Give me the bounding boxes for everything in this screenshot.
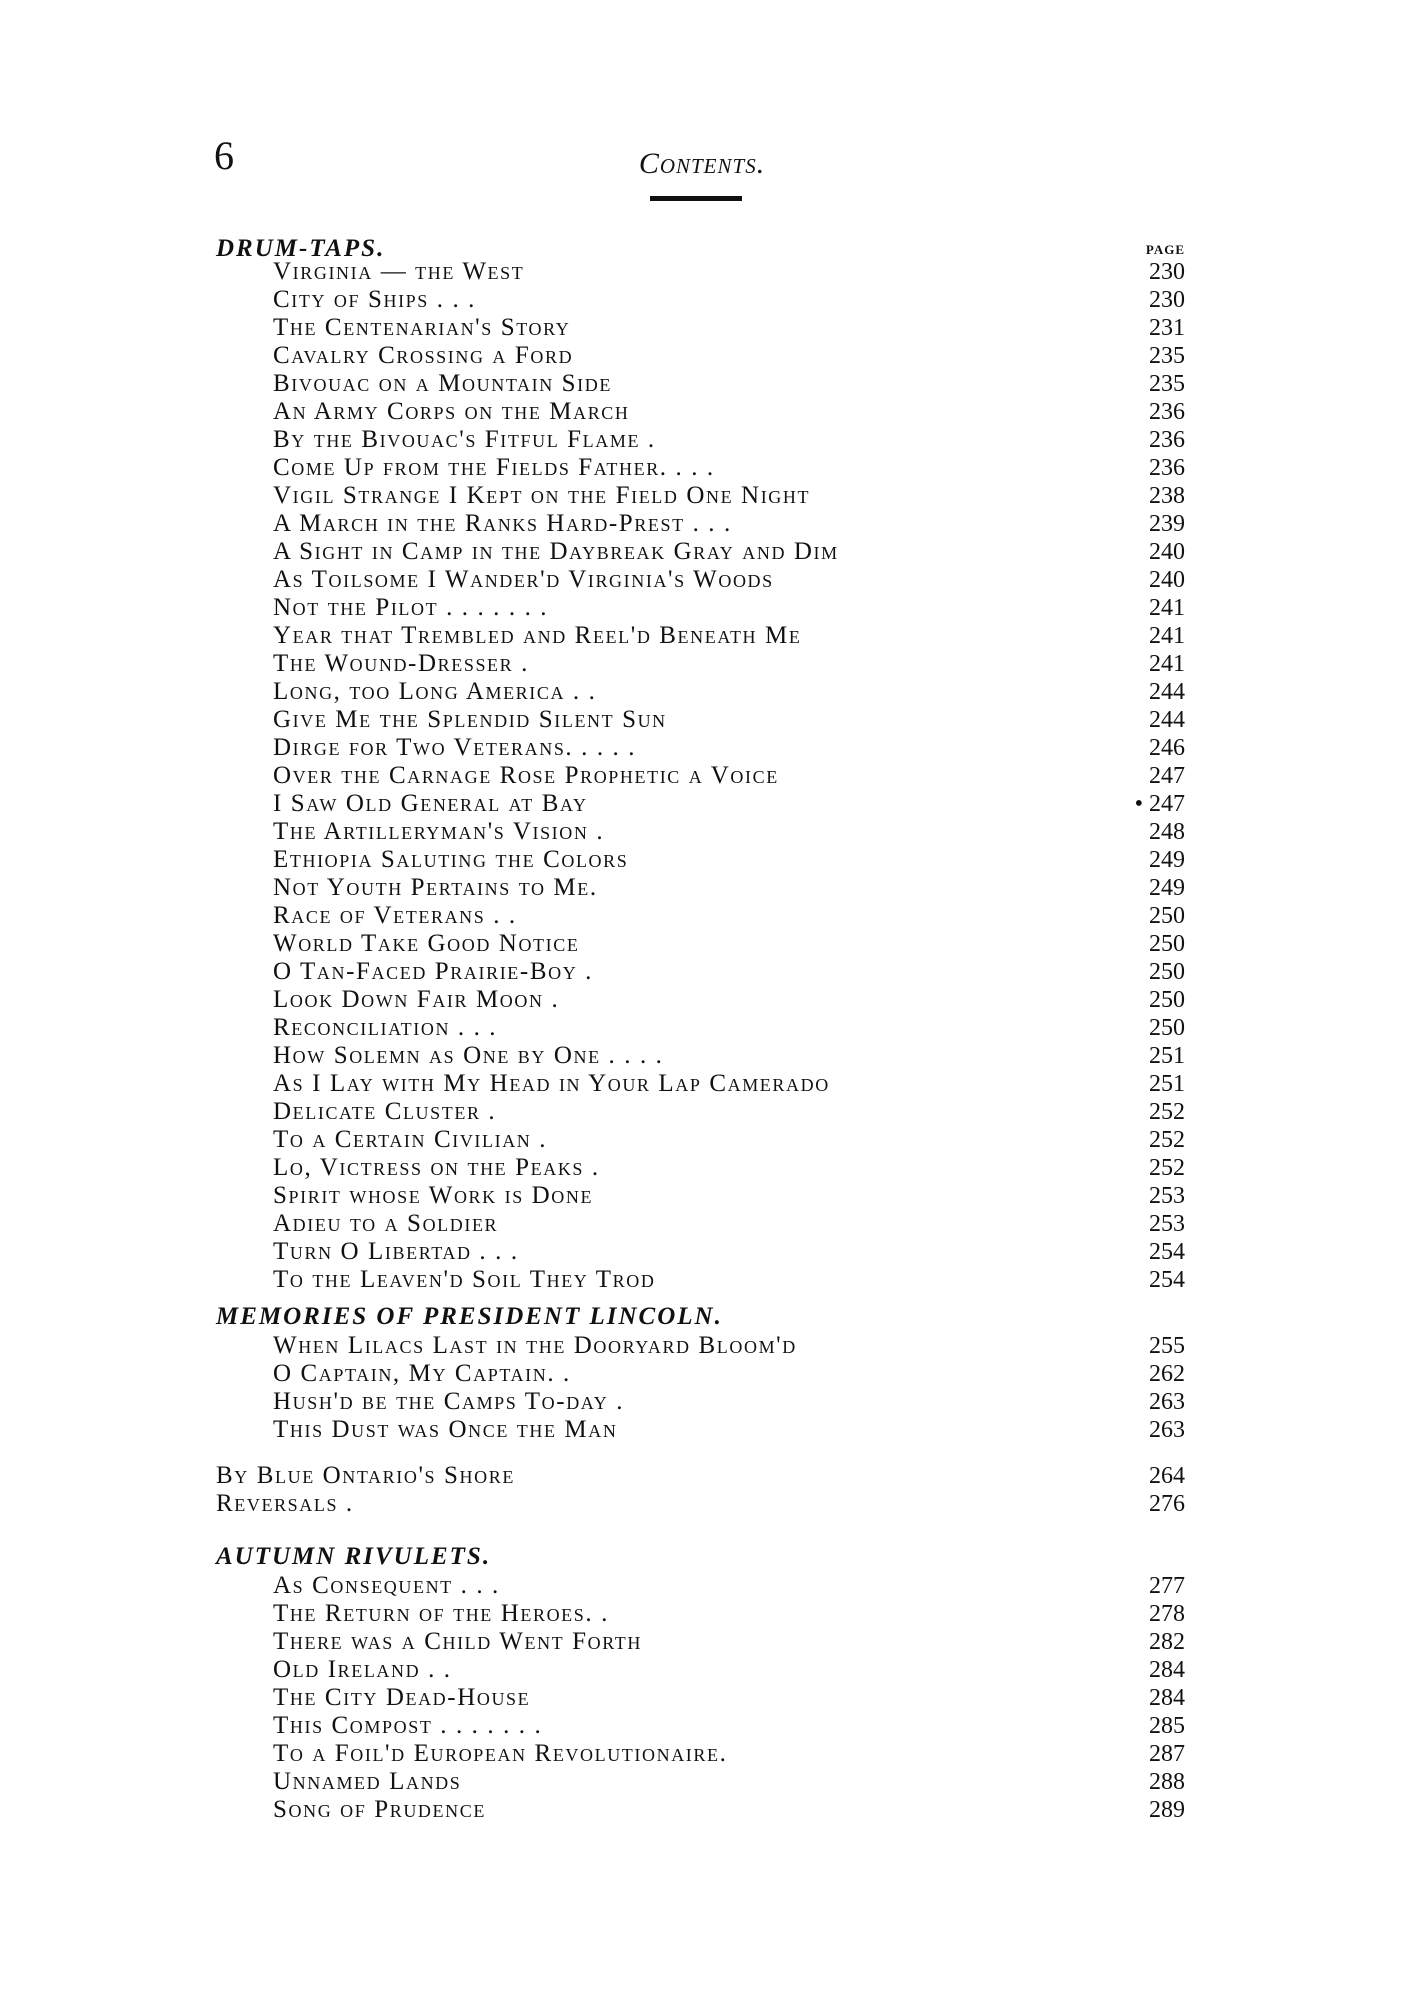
toc-entry — [0, 1768, 1404, 1796]
entry-page-number: 282 — [1149, 1629, 1185, 1655]
entry-title: As Consequent . . . — [273, 1572, 500, 1599]
entry-page-number: 251 — [1149, 1043, 1185, 1069]
toc-entry — [0, 1712, 1404, 1740]
toc-entry — [0, 1388, 1404, 1416]
toc-entry — [0, 594, 1404, 622]
entry-page-number: • 247 — [1134, 791, 1185, 817]
toc-entry — [0, 1600, 1404, 1628]
entry-title: Vigil Strange I Kept on the Field One Night — [273, 482, 811, 509]
entry-page-number: 240 — [1149, 567, 1185, 593]
entry-title: Lo, Victress on the Peaks . — [273, 1154, 600, 1181]
toc-entry — [0, 1360, 1404, 1388]
entry-page-number: 249 — [1149, 875, 1185, 901]
entry-page-number: 230 — [1149, 259, 1185, 285]
entry-title: To a Foil'd European Revolutionaire. — [273, 1740, 728, 1767]
entry-page-number: 263 — [1149, 1417, 1185, 1443]
entry-title: O Tan-Faced Prairie-Boy . — [273, 958, 593, 985]
entry-title: The Centenarian's Story — [273, 314, 571, 341]
entry-page-number: 241 — [1149, 651, 1185, 677]
entry-title: To the Leaven'd Soil They Trod — [273, 1266, 656, 1293]
entry-title: City of Ships . . . — [273, 286, 476, 313]
entry-page-number: 284 — [1149, 1685, 1185, 1711]
toc-entry — [0, 286, 1404, 314]
toc-entry — [0, 1490, 1404, 1518]
entry-title: As Toilsome I Wander'd Virginia's Woods — [273, 566, 774, 593]
entry-page-number: 244 — [1149, 679, 1185, 705]
entry-title: When Lilacs Last in the Dooryard Bloom'd — [273, 1332, 797, 1359]
entry-title: An Army Corps on the March — [273, 398, 630, 425]
entry-page-number: 289 — [1149, 1797, 1185, 1823]
entry-page-number: 252 — [1149, 1099, 1185, 1125]
entry-title: The Artilleryman's Vision . — [273, 818, 605, 845]
entry-title: Not Youth Pertains to Me. — [273, 874, 598, 901]
entry-title: The Wound-Dresser . — [273, 650, 529, 677]
entry-page-number: 263 — [1149, 1389, 1185, 1415]
page-number: 6 — [214, 133, 234, 178]
entry-page-number: 236 — [1149, 455, 1185, 481]
toc-entry — [0, 370, 1404, 398]
entry-page-number: 284 — [1149, 1657, 1185, 1683]
entry-title: Unnamed Lands — [273, 1768, 462, 1795]
entry-title: A March in the Ranks Hard-Prest . . . — [273, 510, 732, 537]
entry-title: O Captain, My Captain. . — [273, 1360, 571, 1387]
entry-page-number: 253 — [1149, 1211, 1185, 1237]
entry-page-number: 249 — [1149, 847, 1185, 873]
running-head: Contents. — [638, 147, 766, 180]
toc-entry — [0, 454, 1404, 482]
toc-entry — [0, 398, 1404, 426]
toc-entry — [0, 1098, 1404, 1126]
entry-title: Year that Trembled and Reel'd Beneath Me — [273, 622, 802, 649]
toc-entry — [0, 258, 1404, 286]
entry-title: As I Lay with My Head in Your Lap Camerado — [273, 1070, 830, 1097]
toc-list — [0, 1572, 1404, 1824]
entry-page-number: 230 — [1149, 287, 1185, 313]
toc-entry — [0, 1266, 1404, 1294]
entry-page-number: 288 — [1149, 1769, 1185, 1795]
toc-entry — [0, 678, 1404, 706]
entry-title: Old Ireland . . — [273, 1656, 452, 1683]
entry-title: The Return of the Heroes. . — [273, 1600, 609, 1627]
entry-page-number: 287 — [1149, 1741, 1185, 1767]
entry-page-number: 252 — [1149, 1155, 1185, 1181]
entry-page-number: 240 — [1149, 539, 1185, 565]
toc-entry — [0, 1332, 1404, 1360]
toc-entry — [0, 1796, 1404, 1824]
toc-entry — [0, 1684, 1404, 1712]
entry-page-number: 250 — [1149, 931, 1185, 957]
toc-entry — [0, 1070, 1404, 1098]
toc-entry — [0, 902, 1404, 930]
entry-title: Look Down Fair Moon . — [273, 986, 560, 1013]
entry-page-number: 254 — [1149, 1239, 1185, 1265]
toc-entry — [0, 930, 1404, 958]
entry-page-number: 231 — [1149, 315, 1185, 341]
entry-page-number: 255 — [1149, 1333, 1185, 1359]
entry-title: Not the Pilot . . . . . . . — [273, 594, 549, 621]
entry-page-number: 250 — [1149, 959, 1185, 985]
entry-title: Adieu to a Soldier — [273, 1210, 499, 1237]
toc-entry — [0, 1210, 1404, 1238]
entry-title: Cavalry Crossing a Ford — [273, 342, 574, 369]
entry-title: Dirge for Two Veterans. . . . . — [273, 734, 637, 761]
entry-title: By Blue Ontario's Shore — [216, 1462, 515, 1489]
section-title: DRUM-TAPS. — [216, 235, 386, 262]
entry-title: This Dust was Once the Man — [273, 1416, 618, 1443]
toc-entry — [0, 1628, 1404, 1656]
toc-entry — [0, 706, 1404, 734]
toc-entry — [0, 1572, 1404, 1600]
toc-entry — [0, 426, 1404, 454]
entry-page-number: 246 — [1149, 735, 1185, 761]
toc-entry — [0, 1416, 1404, 1444]
toc-entry — [0, 762, 1404, 790]
entry-page-number: 236 — [1149, 399, 1185, 425]
entry-title: A Sight in Camp in the Daybreak Gray and Dim — [273, 538, 839, 565]
entry-title: There was a Child Went Forth — [273, 1628, 642, 1655]
toc-entry — [0, 874, 1404, 902]
entry-title: Virginia — the West — [273, 258, 525, 285]
entry-title: How Solemn as One by One . . . . — [273, 1042, 664, 1069]
toc-entry — [0, 846, 1404, 874]
entry-title: Turn O Libertad . . . — [273, 1238, 519, 1265]
toc-entry — [0, 1042, 1404, 1070]
toc-entry — [0, 482, 1404, 510]
entry-title: Reversals . — [216, 1490, 354, 1517]
entry-title: Over the Carnage Rose Prophetic a Voice — [273, 762, 779, 789]
toc-entry — [0, 986, 1404, 1014]
toc-entry — [0, 622, 1404, 650]
toc-entry — [0, 566, 1404, 594]
toc-entry — [0, 510, 1404, 538]
entry-page-number: 238 — [1149, 483, 1185, 509]
entry-page-number: 239 — [1149, 511, 1185, 537]
section-title: MEMORIES OF PRESIDENT LINCOLN. — [216, 1303, 723, 1330]
entry-page-number: 235 — [1149, 371, 1185, 397]
entry-title: Long, too Long America . . — [273, 678, 597, 705]
toc-entry — [0, 1014, 1404, 1042]
page-column-label: PAGE — [1145, 242, 1185, 257]
entry-title: Reconciliation . . . — [273, 1014, 498, 1041]
entry-title: This Compost . . . . . . . — [273, 1712, 543, 1739]
toc-entry — [0, 342, 1404, 370]
header-rule — [650, 196, 742, 201]
toc-entry — [0, 1182, 1404, 1210]
entry-title: To a Certain Civilian . — [273, 1126, 548, 1153]
entry-page-number: 241 — [1149, 623, 1185, 649]
toc-entry — [0, 650, 1404, 678]
entry-page-number: 252 — [1149, 1127, 1185, 1153]
toc-entry — [0, 734, 1404, 762]
entry-page-number: 251 — [1149, 1071, 1185, 1097]
entry-page-number: 278 — [1149, 1601, 1185, 1627]
entry-page-number: 250 — [1149, 903, 1185, 929]
section-title: AUTUMN RIVULETS. — [216, 1543, 492, 1570]
entry-page-number: 285 — [1149, 1713, 1185, 1739]
toc-entry — [0, 538, 1404, 566]
entry-page-number: 254 — [1149, 1267, 1185, 1293]
toc-entry — [0, 1656, 1404, 1684]
toc-entry — [0, 790, 1404, 818]
entry-title: Give Me the Splendid Silent Sun — [273, 706, 667, 733]
toc-entry — [0, 1462, 1404, 1490]
entry-title: Hush'd be the Camps To-day . — [273, 1388, 625, 1415]
toc-list — [0, 1462, 1404, 1518]
entry-title: I Saw Old General at Bay — [273, 790, 588, 817]
toc-entry — [0, 1238, 1404, 1266]
entry-title: Race of Veterans . . — [273, 902, 517, 929]
entry-title: Delicate Cluster . — [273, 1098, 497, 1125]
entry-title: Song of Prudence — [273, 1796, 486, 1823]
entry-page-number: 253 — [1149, 1183, 1185, 1209]
entry-title: Come Up from the Fields Father. . . . — [273, 454, 715, 481]
entry-title: Bivouac on a Mountain Side — [273, 370, 612, 397]
toc-entry — [0, 314, 1404, 342]
entry-page-number: 262 — [1149, 1361, 1185, 1387]
entry-page-number: 250 — [1149, 1015, 1185, 1041]
entry-page-number: 241 — [1149, 595, 1185, 621]
toc-entry — [0, 818, 1404, 846]
toc-entry — [0, 1126, 1404, 1154]
entry-page-number: 244 — [1149, 707, 1185, 733]
entry-page-number: 247 — [1149, 763, 1185, 789]
entry-page-number: 250 — [1149, 987, 1185, 1013]
entry-page-number: 264 — [1149, 1463, 1185, 1489]
entry-title: By the Bivouac's Fitful Flame . — [273, 426, 656, 453]
entry-title: Ethiopia Saluting the Colors — [273, 846, 629, 873]
toc-list — [0, 258, 1404, 1294]
entry-page-number: 276 — [1149, 1491, 1185, 1517]
entry-title: Spirit whose Work is Done — [273, 1182, 594, 1209]
entry-title: The City Dead-House — [273, 1684, 531, 1711]
entry-title: World Take Good Notice — [273, 930, 580, 957]
toc-list — [0, 1332, 1404, 1444]
entry-page-number: 235 — [1149, 343, 1185, 369]
toc-entry — [0, 1154, 1404, 1182]
entry-page-number: 248 — [1149, 819, 1185, 845]
toc-entry — [0, 958, 1404, 986]
entry-page-number: 236 — [1149, 427, 1185, 453]
toc-entry — [0, 1740, 1404, 1768]
entry-page-number: 277 — [1149, 1573, 1185, 1599]
